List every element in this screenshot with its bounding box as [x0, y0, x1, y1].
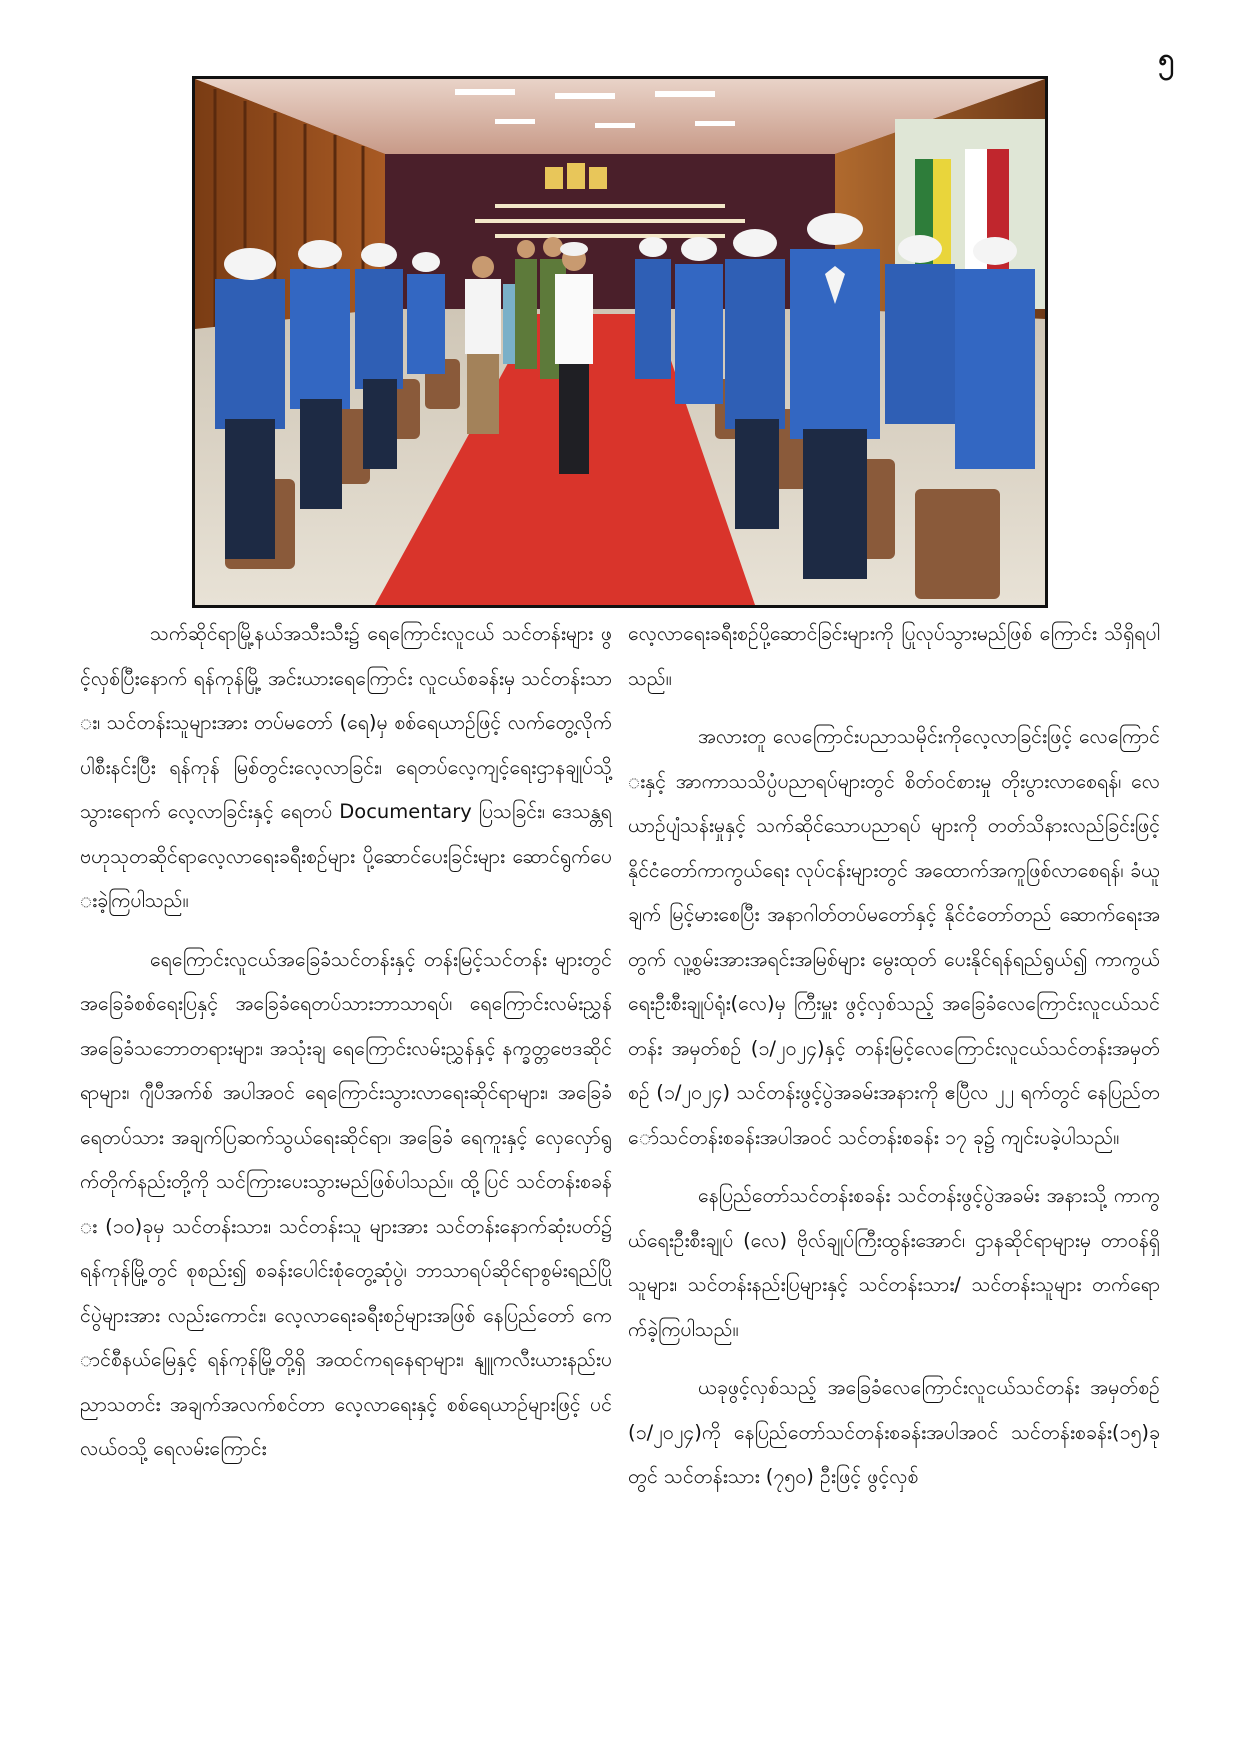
photo-illustration	[195, 79, 1045, 605]
paragraph: နေပြည်တော်သင်တန်းစခန်း သင်တန်းဖွင့်ပွဲအခမ်း အနားသို့ ကာကွယ်ရေးဦးစီးချုပ် (လေ) ဗိုလ်ချုပ်ကြီးထွန်းအောင်၊ ဌာနဆိုင်ရာများမှ တာဝန်ရှိသူများ၊ သင်တန်းနည်းပြများနှင့် သင်တန်းသား/ သင်တန်းသူများ တက်ရောက်ခဲ့ကြပါသည်။	[628, 1184, 1160, 1341]
article-body	[80, 612, 1160, 1712]
paragraph: လေ့လာရေးခရီးစဉ်ပို့ဆောင်ခြင်းများကို ပြုလုပ်သွားမည်ဖြစ် ကြောင်း သိရှိရပါသည်။	[628, 622, 1160, 690]
paragraph: သက်ဆိုင်ရာမြို့နယ်အသီးသီး၌ ရေကြောင်းလူငယ် သင်တန်းများ ဖွင့်လှစ်ပြီးနောက် ရန်ကုန်မြို့ အင်းယားရေကြောင်း လူငယ်စခန်းမှ သင်တန်းသား၊ သင်တန်းသူများအား တပ်မတော် (ရေ)မှ စစ်ရေယာဉ်ဖြင့် လက်တွေ့လိုက်ပါစီးနင်းပြီး ရန်ကုန် မြစ်တွင်းလေ့လာခြင်း၊ ရေတပ်လေ့ကျင့်ရေးဌာနချုပ်သို့ သွားရောက် လေ့လာခြင်းနှင့် ရေတပ် Documentary ပြသခြင်း၊ ဒေသန္တရ ဗဟုသုတဆိုင်ရာလေ့လာရေးခရီးစဉ်များ ပို့ဆောင်ပေးခြင်းများ ဆောင်ရွက်ပေးခဲ့ကြပါသည်။	[80, 622, 612, 912]
paragraph: ရေကြောင်းလူငယ်အခြေခံသင်တန်းနှင့် တန်းမြင့်သင်တန်း များတွင် အခြေခံစစ်ရေးပြနှင့် အခြေခံရေတပ်သားဘာသာရပ်၊ ရေကြောင်းလမ်းညွှန် အခြေခံသဘောတရားများ၊ အသုံးချ ရေကြောင်းလမ်းညွှန်နှင့် နက္ခတ္တဗေဒဆိုင်ရာများ၊ ဂျီပီအက်စ် အပါအဝင် ရေကြောင်းသွားလာရေးဆိုင်ရာများ၊ အခြေခံ ရေတပ်သား အချက်ပြဆက်သွယ်ရေးဆိုင်ရာ၊ အခြေခံ ရေကူးနှင့် လှေလှော်ရွက်တိုက်နည်းတို့ကို သင်ကြားပေးသွားမည်ဖြစ်ပါသည်။ ထို့ပြင် သင်တန်းစခန်း (၁၀)ခုမှ သင်တန်းသား၊ သင်တန်းသူ များအား သင်တန်းနောက်ဆုံးပတ်၌ ရန်ကုန်မြို့တွင် စုစည်း၍ စခန်းပေါင်းစုံတွေ့ဆုံပွဲ၊ ဘာသာရပ်ဆိုင်ရာစွမ်းရည်ပြိုင်ပွဲများအား လည်းကောင်း၊ လေ့လာရေးခရီးစဉ်များအဖြစ် နေပြည်တော် ကောင်စီနယ်မြေနှင့် ရန်ကုန်မြို့တို့ရှိ အထင်ကရနေရာများ၊ နျူကလီးယားနည်းပညာသတင်း အချက်အလက်စင်တာ လေ့လာရေးနှင့် စစ်ရေယာဉ်များဖြင့် ပင်လယ်ဝသို့ ရေလမ်းကြောင်း	[80, 947, 612, 1460]
paragraph: ယခုဖွင့်လှစ်သည့် အခြေခံလေကြောင်းလူငယ်သင်တန်း အမှတ်စဉ် (၁/၂၀၂၄)ကို နေပြည်တော်သင်တန်းစခန်းအပါအဝင် သင်တန်းစခန်း(၁၅)ခုတွင် သင်တန်းသား (၇၅၀) ဦးဖြင့် ဖွင့်လှစ်	[628, 1376, 1160, 1488]
event-photo	[192, 76, 1048, 608]
paragraph: အလားတူ လေကြောင်းပညာသမိုင်းကိုလေ့လာခြင်းဖြင့် လေကြောင်းနှင့် အာကာသသိပ္ပံပညာရပ်များတွင် စိတ်ဝင်စားမှု တိုးပွားလာစေရန်၊ လေယာဉ်ပျံသန်းမှုနှင့် သက်ဆိုင်သောပညာရပ် များကို တတ်သိနားလည်ခြင်းဖြင့် နိုင်ငံတော်ကာကွယ်ရေး လုပ်ငန်းများတွင် အထောက်အကူဖြစ်လာစေရန်၊ ခံယူချက် မြင့်မားစေပြီး အနာဂါတ်တပ်မတော်နှင့် နိုင်ငံတော်တည် ဆောက်ရေးအတွက် လူ့စွမ်းအားအရင်းအမြစ်များ မွေးထုတ် ပေးနိုင်ရန်ရည်ရွယ်၍ ကာကွယ်ရေးဦးစီးချုပ်ရုံး(လေ)မှ ကြီးမှူး ဖွင့်လှစ်သည့် အခြေခံလေကြောင်းလူငယ်သင်တန်း အမှတ်စဉ် (၁/၂၀၂၄)နှင့် တန်းမြင့်လေကြောင်းလူငယ်သင်တန်းအမှတ်စဉ် (၁/၂၀၂၄) သင်တန်းဖွင့်ပွဲအခမ်းအနားကို ဧပြီလ ၂၂ ရက်တွင် နေပြည်တော်သင်တန်းစခန်းအပါအဝင် သင်တန်းစခန်း ၁၇ ခု၌ ကျင်းပခဲ့ပါသည်။	[628, 725, 1160, 1149]
page-number: ၅	[1158, 42, 1174, 75]
right-column	[628, 612, 1160, 1712]
left-column	[80, 612, 612, 1712]
